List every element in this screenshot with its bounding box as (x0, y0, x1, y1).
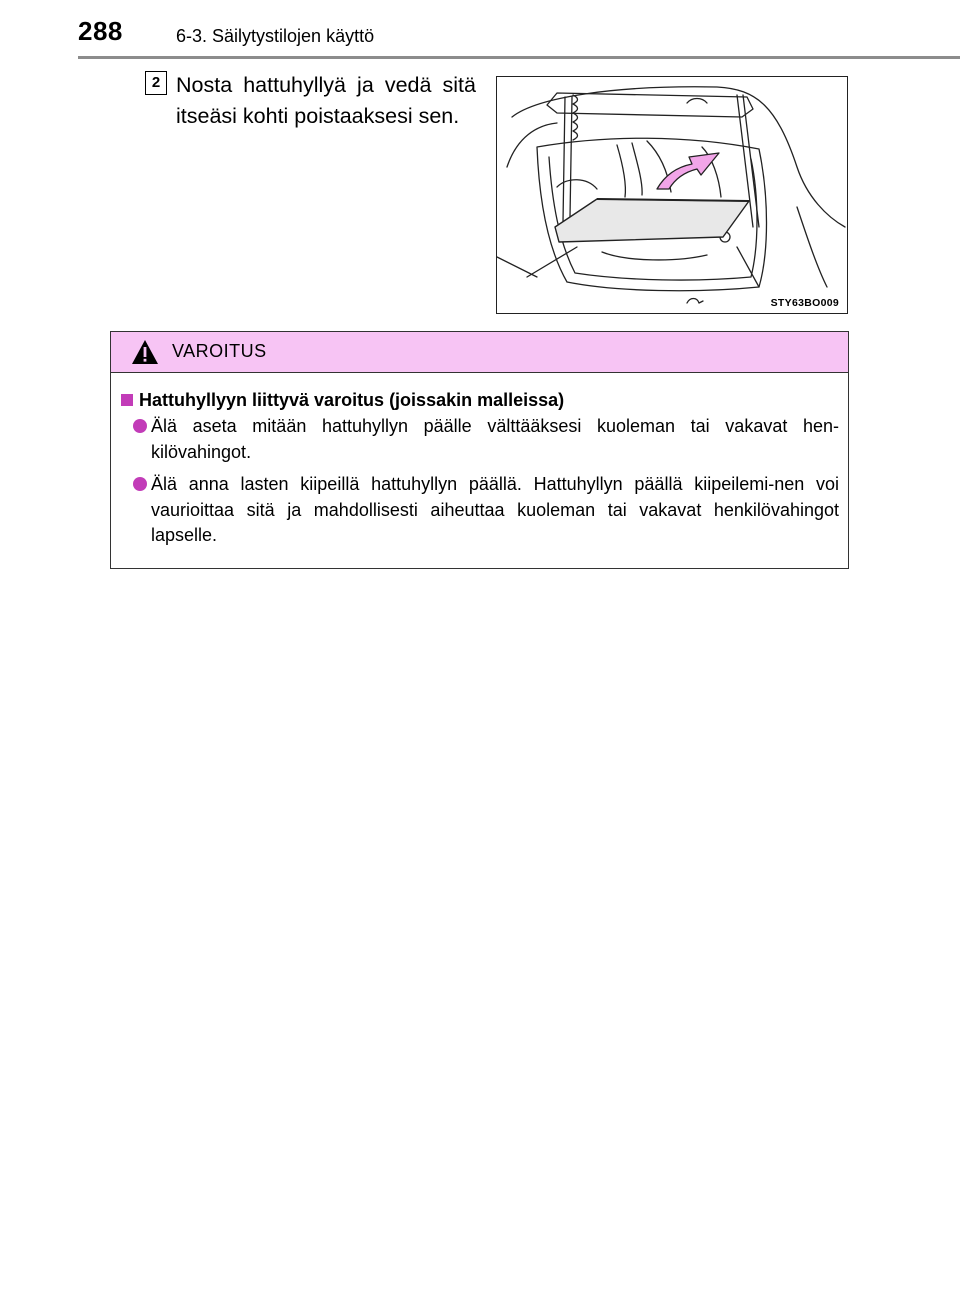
figure-code: STY63BO009 (770, 297, 839, 309)
luggage-compartment-illustration (496, 76, 848, 314)
warning-item (133, 414, 839, 465)
step-instruction-text: Nosta hattuhyllyä ja vedä sitä itseäsi kohti poistaaksesi sen. (176, 73, 476, 128)
warning-item-text: Älä aseta mitään hattuhyllyn päälle välttääksesi kuoleman tai vakavat hen-kilövahingot. (151, 416, 839, 462)
round-bullet-icon (133, 477, 147, 491)
warning-item-text: Älä anna lasten kiipeillä hattuhyllyn päällä. Hattuhyllyn päällä kiipeilemi-nen voi vaurioittaa sitä ja mahdollisesti aiheuttaa kuoleman tai vakavat henkilövahingot lapselle. (151, 474, 839, 545)
section-title: 6-3. Säilytystilojen käyttö (176, 26, 375, 46)
warning-heading (121, 390, 564, 411)
warning-triangle-icon (131, 339, 159, 365)
page-number: 288 (78, 16, 123, 46)
header-rule (78, 56, 960, 59)
square-bullet-icon (121, 394, 133, 406)
round-bullet-icon (133, 419, 147, 433)
step-number-badge: 2 (145, 71, 167, 95)
trunk-line-drawing (497, 77, 847, 313)
warning-item (133, 472, 839, 549)
warning-header (111, 332, 848, 373)
warning-heading-text: Hattuhyllyyn liittyvä varoitus (joissakin malleissa) (139, 390, 565, 410)
warning-box (110, 331, 849, 569)
warning-title: VAROITUS (172, 341, 267, 361)
